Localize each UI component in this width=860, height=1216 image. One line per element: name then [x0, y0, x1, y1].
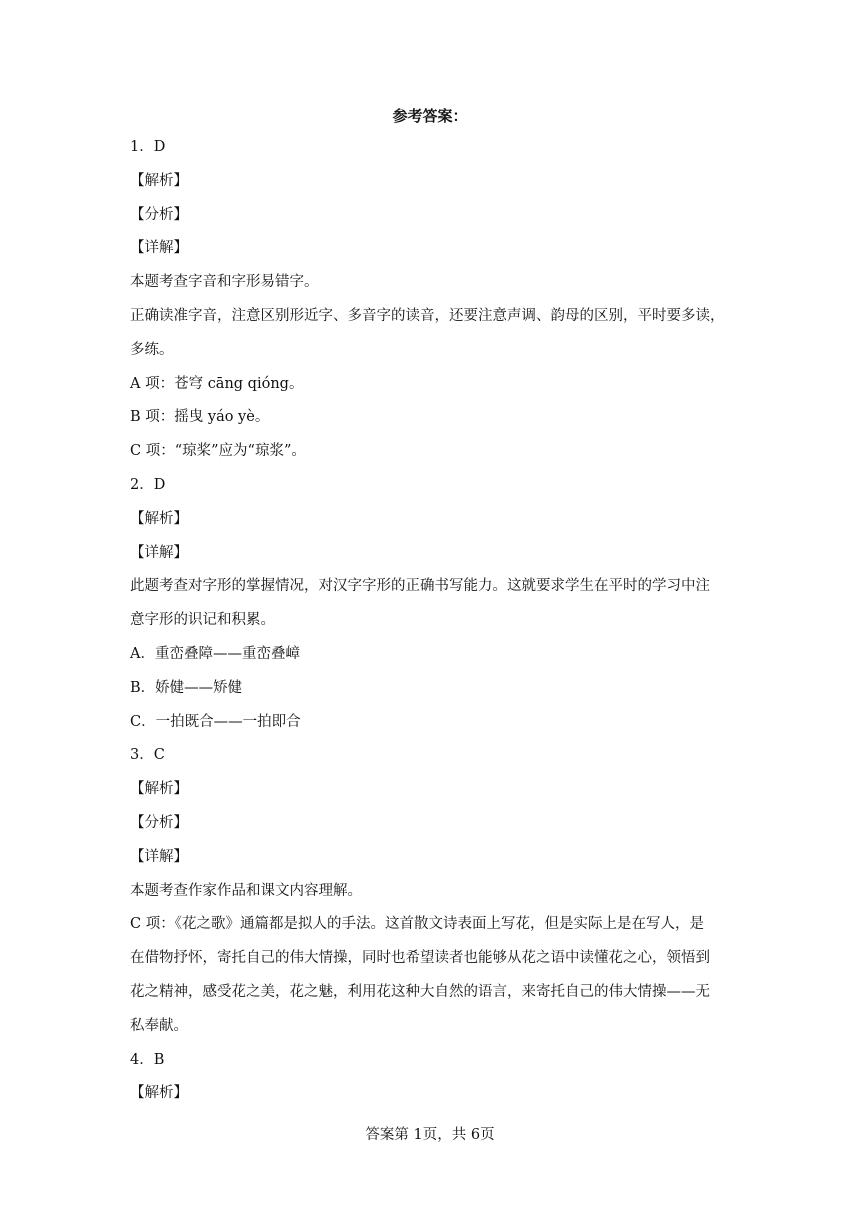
explanation-text: 意字形的识记和积累。	[130, 612, 275, 629]
explanation-text: C 项：《花之歌》通篇都是拟人的手法。这首散文诗表面上写花，但是实际上是在写人，是	[130, 916, 704, 933]
section-label-fenxi: 【分析】	[130, 814, 188, 831]
question-1-answer: 1．D	[130, 139, 166, 155]
section-label-jiexi: 【解析】	[130, 172, 188, 189]
question-4-answer: 4．B	[130, 1051, 165, 1068]
question-2-answer: 2．D	[130, 476, 166, 493]
option-b-text: B 项：摇曳 yáo yè。	[130, 409, 270, 426]
answer-content	[130, 131, 740, 1111]
explanation-text: 私奉献。	[130, 1017, 188, 1034]
option-c-text: C 项：“琼桨”应为“琼浆”。	[130, 443, 306, 460]
section-label-jiexi: 【解析】	[130, 1085, 188, 1102]
explanation-text: 正确读准字音，注意区别形近字、多音字的读音，还要注意声调、韵母的区别，平时要多读，	[130, 307, 725, 324]
option-a-text: A．重峦叠障——重峦叠嶂	[130, 645, 300, 662]
explanation-text: 本题考查字音和字形易错字。	[130, 274, 319, 291]
section-label-jiexi: 【解析】	[130, 510, 188, 527]
page-title: 参考答案：	[392, 107, 468, 125]
section-label-xiangjie: 【详解】	[130, 240, 188, 257]
explanation-text: 在借物抒怀，寄托自己的伟大情操，同时也希望读者也能够从花之语中读懂花之心，领悟到	[130, 950, 710, 967]
explanation-text: 此题考查对字形的掌握情况，对汉字字形的正确书写能力。这就要求学生在平时的学习中注	[130, 578, 710, 595]
explanation-text: 本题考查作家作品和课文内容理解。	[130, 882, 362, 899]
section-label-xiangjie: 【详解】	[130, 544, 188, 561]
section-label-xiangjie: 【详解】	[130, 848, 188, 865]
section-label-jiexi: 【解析】	[130, 781, 188, 798]
question-3-answer: 3．C	[130, 747, 165, 764]
explanation-text: 花之精神，感受花之美，花之魅，利用花这种大自然的语言，来寄托自己的伟大情操——无	[130, 983, 710, 1000]
explanation-text: 多练。	[130, 341, 174, 358]
section-label-fenxi: 【分析】	[130, 206, 188, 223]
option-a-text: A 项：苍穹 cāng qióng。	[130, 375, 304, 392]
option-c-text: C．一拍既合——一拍即合	[130, 713, 301, 730]
option-b-text: B．娇健——矫健	[130, 679, 243, 696]
page-footer: 答案第 1页，共 6页	[365, 1127, 495, 1143]
